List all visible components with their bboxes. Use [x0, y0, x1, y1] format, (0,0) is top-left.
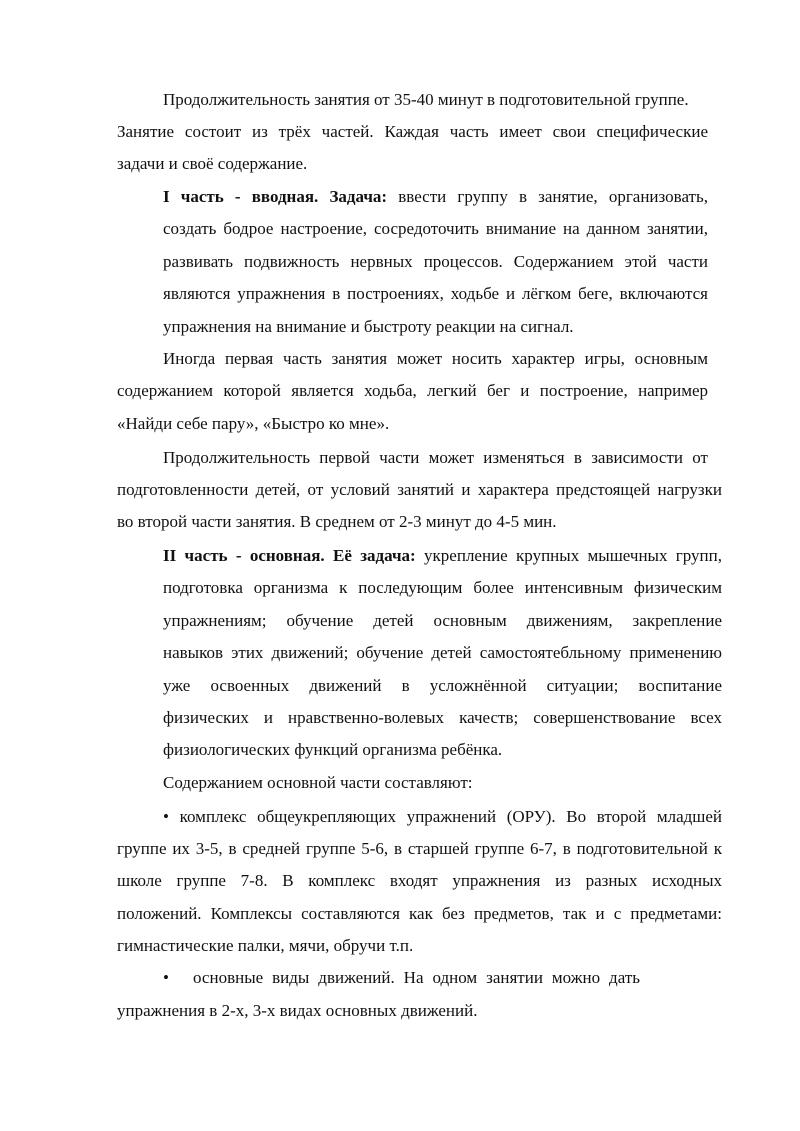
- paragraph-line: упражнениям; обучение детей основным движениям, закрепление: [163, 611, 722, 630]
- paragraph-line: развивать подвижность нервных процессов. Содержанием этой части: [163, 252, 708, 271]
- part-one-heading: I часть - вводная. Задача:: [163, 187, 388, 206]
- paragraph-line: гимнастические палки, мячи, обручи т.п.: [117, 936, 414, 955]
- paragraph-line: подготовка организма к последующим более интенсивным физическим: [163, 578, 722, 597]
- paragraph-line: Продолжительность занятия от 35-40 минут в подготовительной группе.: [163, 90, 689, 109]
- paragraph-line: упражнения на внимание и быстроту реакции на сигнал.: [163, 317, 574, 336]
- paragraph-line: Продолжительность первой части может изменяться в зависимости от: [163, 448, 708, 467]
- section-heading-line: [163, 186, 708, 208]
- paragraph-line: создать бодрое настроение, сосредоточить внимание на данном занятии,: [163, 219, 708, 238]
- part-one-text: ввести группу в занятие, организовать,: [387, 187, 708, 206]
- paragraph-line: Иногда первая часть занятия может носить характер игры, основным: [163, 349, 708, 368]
- list-item-line: основные виды движений. На одном занятии можно дать: [193, 968, 640, 987]
- part-two-heading: II часть - основная. Её задача:: [163, 546, 416, 565]
- paragraph-line: положений. Комплексы составляются как без предметов, так и с предметами:: [117, 904, 722, 923]
- bullet-icon: •: [163, 968, 169, 987]
- paragraph-line: Содержанием основной части составляют:: [163, 773, 473, 792]
- paragraph-line: упражнения в 2-х, 3-х видах основных движений.: [117, 1001, 478, 1020]
- paragraph-line: уже освоенных движений в усложнённой ситуации; воспитание: [163, 676, 722, 695]
- paragraph-line: школе группе 7-8. В комплекс входят упражнения из разных исходных: [117, 871, 722, 890]
- paragraph-line: навыков этих движений; обучение детей самостоятебльному применению: [163, 643, 722, 662]
- paragraph-line: Занятие состоит из трёх частей. Каждая часть имеет свои специфические: [117, 122, 708, 141]
- paragraph-line: содержанием которой является ходьба, легкий бег и построение, например: [117, 381, 708, 400]
- paragraph-line: подготовленности детей, от условий занятий и характера предстоящей нагрузки: [117, 480, 722, 499]
- part-two-text: укрепление крупных мышечных групп,: [415, 546, 722, 565]
- paragraph-line: задачи и своё содержание.: [117, 154, 308, 173]
- paragraph-line: группе их 3-5, в средней группе 5-6, в старшей группе 6-7, в подготовительной к: [117, 839, 722, 858]
- section-heading-line: [163, 545, 722, 567]
- list-item-line: • комплекс общеукрепляющих упражнений (ОРУ). Во второй младшей: [163, 807, 722, 826]
- paragraph-line: «Найди себе пару», «Быстро ко мне».: [117, 414, 390, 433]
- paragraph-line: во второй части занятия. В среднем от 2-3 минут до 4-5 мин.: [117, 512, 557, 531]
- paragraph-line: являются упражнения в построениях, ходьбе и лёгком беге, включаются: [163, 284, 708, 303]
- paragraph-line: физиологических функций организма ребёнка.: [163, 740, 503, 759]
- paragraph-line: физических и нравственно-волевых качеств; совершенствование всех: [163, 708, 722, 727]
